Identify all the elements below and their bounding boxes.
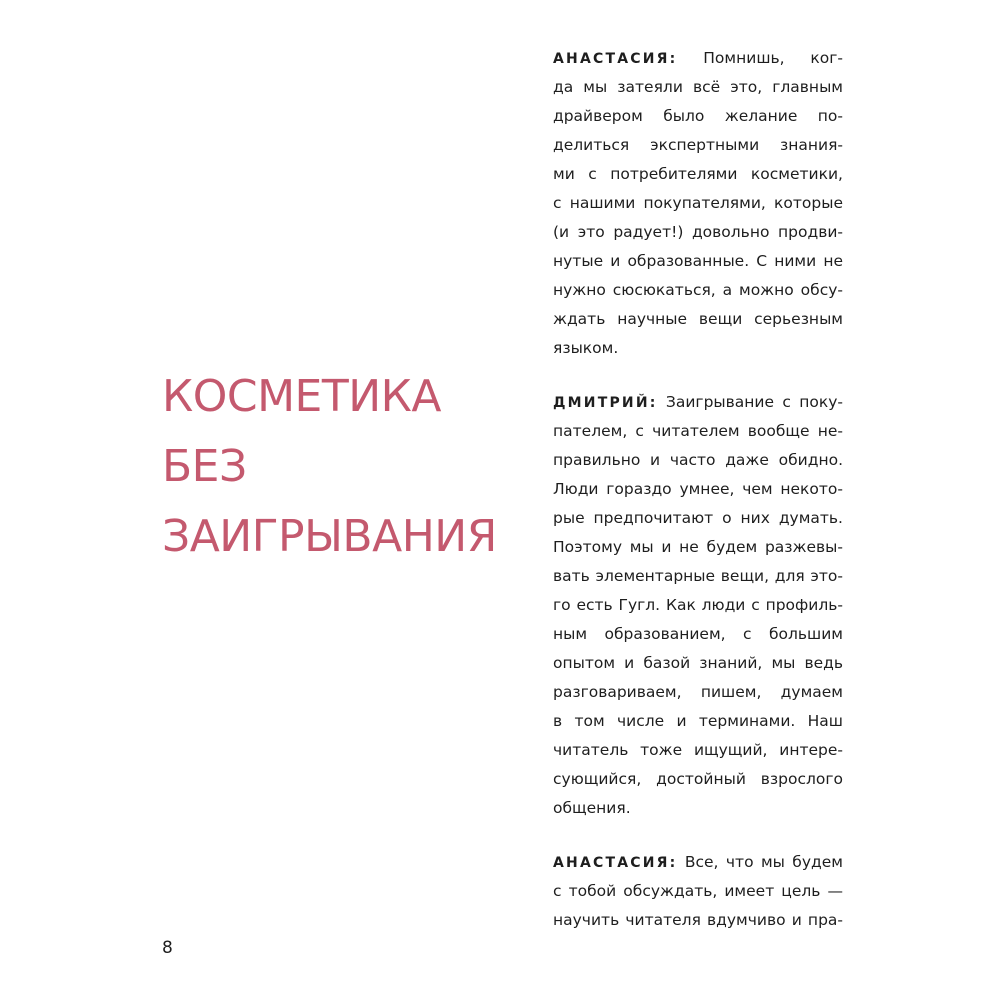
text-line [553, 848, 843, 877]
text-line: опытом и базой знаний, мы ведь [553, 654, 843, 672]
text-line: научить читателя вдумчиво и пра- [553, 911, 843, 929]
text-line: нутые и образованные. С ними не [553, 252, 843, 270]
speaker-name: АНАСТАСИЯ: [553, 51, 678, 67]
text-line: ждать научные вещи серьезным [553, 310, 843, 328]
title-line: ЗАИГРЫВАНИЯ [162, 511, 497, 562]
text-line: с тобой обсуждать, имеет цель — [553, 882, 843, 900]
text-line: го есть Гугл. Как люди с профиль- [553, 596, 843, 614]
text-line: вать элементарные вещи, для это- [553, 567, 843, 585]
dialogue-paragraph [553, 848, 843, 935]
line-text: Заигрывание с поку- [665, 393, 843, 411]
text-line: Люди гораздо умнее, чем некото- [553, 480, 843, 498]
text-line: драйвером было желание по- [553, 107, 843, 125]
text-line: сующийся, достойный взрослого [553, 770, 843, 788]
dialogue-paragraph [553, 44, 843, 363]
title-line: БЕЗ [162, 441, 247, 492]
text-line: да мы затеяли всё это, главным [553, 78, 843, 96]
dialogue-column [553, 44, 843, 960]
line-text: Помнишь, ког- [703, 49, 843, 67]
speaker-name: АНАСТАСИЯ: [553, 855, 678, 871]
text-line: ми с потребителями косметики, [553, 165, 843, 183]
text-line: в том числе и терминами. Наш [553, 712, 843, 730]
chapter-title [162, 362, 497, 572]
speaker-name: ДМИТРИЙ: [553, 395, 658, 411]
text-line: общения. [553, 799, 631, 817]
text-line [553, 388, 843, 417]
text-line: с нашими покупателями, которые [553, 194, 843, 212]
title-line: КОСМЕТИКА [162, 371, 441, 422]
text-line: правильно и часто даже обидно. [553, 451, 843, 469]
text-line: разговариваем, пишем, думаем [553, 683, 843, 701]
line-text: Все, что мы будем [684, 853, 843, 871]
text-line: Поэтому мы и не будем разжевы- [553, 538, 843, 556]
text-line: нужно сюсюкаться, а можно обсу- [553, 281, 843, 299]
text-line: читатель тоже ищущий, интере- [553, 741, 843, 759]
dialogue-paragraph [553, 388, 843, 823]
text-line: делиться экспертными знания- [553, 136, 843, 154]
text-line [553, 44, 843, 73]
text-line: языком. [553, 339, 619, 357]
text-line: пателем, с читателем вообще не- [553, 422, 843, 440]
page-number: 8 [162, 938, 173, 958]
text-line: ным образованием, с большим [553, 625, 843, 643]
text-line: (и это радует!) довольно продви- [553, 223, 843, 241]
text-line: рые предпочитают о них думать. [553, 509, 843, 527]
